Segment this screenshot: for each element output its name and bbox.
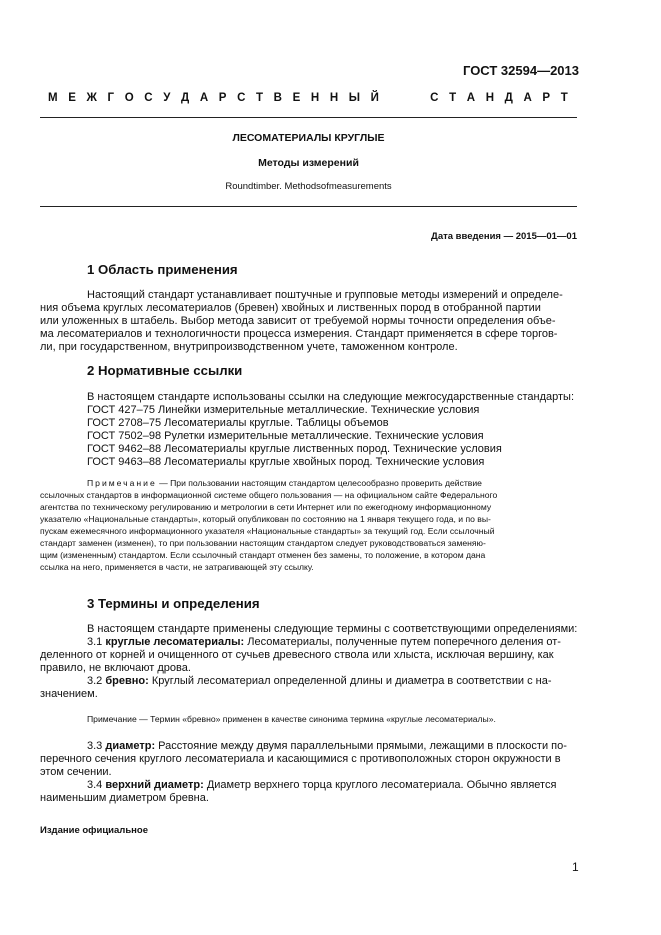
text-line: значением. — [40, 687, 98, 700]
category-letter: Д — [181, 92, 190, 104]
term-definition: Диаметр верхнего торца круглого лесоматериала. Обычно является — [203, 778, 557, 791]
category-letter: В — [273, 92, 282, 104]
note-line: щим (измененным) стандартом. Если ссылочный стандарт отменен без замены, то положение, в котором дана — [40, 550, 486, 560]
section-2-body — [40, 391, 577, 468]
note-line: стандарт заменен (изменен), то при пользовании настоящим стандартом следует руководствоваться заменяю- — [40, 538, 486, 548]
term-number: 3.4 — [87, 778, 106, 791]
text-line: ма лесоматериалов и технологичности процесса измерения. Стандарт применяется в сфере торгов- — [40, 327, 558, 340]
note-line: указателю «Национальные стандарты», который опубликован по состоянию на 1 января текущего года, и по вы- — [40, 514, 491, 524]
section-3-body — [40, 623, 577, 700]
text-line: правило, не включают дрова. — [40, 661, 191, 674]
reference-item: ГОСТ 9462–88 Лесоматериалы круглые лиственных пород. Технические условия — [87, 442, 502, 455]
text-line: Настоящий стандарт устанавливает поштучные и групповые методы измерений и определе- — [87, 289, 563, 301]
category-letter: Й — [370, 92, 379, 104]
reference-item: ГОСТ 2708–75 Лесоматериалы круглые. Таблицы объемов — [87, 416, 389, 429]
term-number: 3.2 — [87, 674, 106, 687]
category-letter: Т — [560, 92, 568, 104]
term-name: верхний диаметр: — [105, 778, 204, 791]
category-letter: С — [144, 92, 153, 104]
text-line: В настоящем стандарте использованы ссылки на следующие межгосударственные стандарты: — [87, 391, 575, 403]
category-letter: А — [199, 92, 209, 104]
section-2-heading: 2 Нормативные ссылки — [87, 363, 243, 378]
section-1-heading: 1 Область применения — [87, 262, 238, 277]
category-letter: Е — [292, 92, 301, 104]
category-letter: Т — [449, 92, 457, 104]
term-definition: Лесоматериалы, полученные путем поперечного деления от- — [244, 635, 561, 648]
note-first-line — [40, 477, 577, 489]
section-3-heading: 3 Термины и определения — [87, 596, 260, 611]
reference-item: ГОСТ 427–75 Линейки измерительные металлические. Технические условия — [87, 403, 480, 416]
category-letter: Е — [68, 92, 76, 104]
category-letter: Ж — [86, 92, 97, 104]
edition-label: Издание официальное — [40, 825, 148, 836]
category-letter: А — [466, 92, 476, 104]
category-letter: Н — [485, 92, 495, 104]
category-letter: Р — [218, 92, 227, 104]
term-name: бревно: — [105, 674, 149, 687]
term-name: круглые лесоматериалы: — [105, 635, 245, 648]
category-letter: О — [124, 92, 134, 104]
standard-number: ГОСТ 32594—2013 — [463, 63, 579, 78]
text-line: этом сечении. — [40, 765, 112, 778]
category-letter: С — [237, 92, 246, 104]
section-1-body — [40, 289, 577, 354]
term-3-1 — [40, 636, 577, 649]
document-title: ЛЕСОМАТЕРИАЛЫ КРУГЛЫЕ — [232, 132, 385, 144]
note-line: ссылка на него, применяется в части, не затрагивающей эту ссылку. — [40, 562, 314, 572]
term-definition: Круглый лесоматериал определенной длины и диаметра в соответствии с на- — [148, 674, 552, 687]
standard-category — [48, 92, 568, 104]
category-letter: М — [48, 92, 58, 104]
text-line: деленного от корней и очищенного от сучьев древесного ствола или хлыста, исключая вершину, как — [40, 648, 554, 661]
category-letter: У — [163, 92, 171, 104]
reference-item: ГОСТ 9463–88 Лесоматериалы круглые хвойных пород. Технические условия — [87, 455, 485, 468]
category-letter: Д — [504, 92, 513, 104]
term-3-4 — [40, 779, 577, 792]
intro-date: Дата введения — 2015—01—01 — [431, 231, 577, 242]
category-letter: Н — [310, 92, 320, 104]
note-line: Примечание — Термин «бревно» применен в качестве синонима термина «круглые лесоматериалы». — [87, 714, 496, 724]
text-line: перечного сечения круглого лесоматериала и касающимися с противоположных сторон окружности в — [40, 752, 561, 765]
document-subtitle: Методы измерений — [258, 157, 359, 169]
english-title: Roundtimber. Methodsofmeasurements — [225, 181, 392, 192]
title-divider — [40, 206, 577, 207]
note-label: Примечание — [87, 478, 157, 488]
text-line: ния объема круглых лесоматериалов (бревен) хвойных и лиственных пород в отобранной партии — [40, 301, 541, 314]
note-line: пускам ежемесячного информационного указателя «Национальные стандарты» за текущий год. Если ссылочный — [40, 526, 495, 536]
category-gap — [390, 92, 420, 104]
top-divider — [40, 117, 577, 118]
category-letter: А — [523, 92, 532, 104]
category-letter: Ы — [348, 92, 361, 104]
term-note — [40, 713, 577, 725]
text-line: наименьшим диаметром бревна. — [40, 791, 209, 804]
reference-item: ГОСТ 7502–98 Рулетки измерительные металлические. Технические условия — [87, 429, 484, 442]
section-2-note — [40, 477, 577, 573]
text-line: ли, при государственном, внутрипроизводственном учете, таможенном контроле. — [40, 340, 458, 353]
term-number: 3.1 — [87, 635, 106, 648]
term-name: диаметр: — [105, 740, 156, 752]
section-3-body-cont — [40, 740, 577, 805]
category-letter: Р — [542, 92, 551, 104]
note-line: агентства по техническому регулированию и метрологии в сети Интернет или по ежегодному информационному — [40, 502, 492, 512]
category-letter: С — [430, 92, 439, 104]
term-3-3 — [40, 740, 577, 753]
term-definition: Расстояние между двумя параллельными прямыми, лежащими в плоскости по- — [155, 740, 567, 752]
note-line: ссылочных стандартов в информационной системе общего пользования — на официальном сайте Федерального — [40, 490, 498, 500]
note-text: — При пользовании настоящим стандартом целесообразно проверить действие — [156, 478, 482, 488]
category-letter: Т — [256, 92, 264, 104]
category-letter: Г — [107, 92, 115, 104]
text-line: или уложенных в штабель. Выбор метода зависит от требуемой нормы точности определения объе- — [40, 314, 556, 327]
term-number: 3.3 — [87, 740, 106, 752]
term-3-2 — [40, 675, 577, 688]
text-line: В настоящем стандарте применены следующие термины с соответствующими определениями: — [87, 623, 578, 635]
category-letter: Н — [329, 92, 339, 104]
page-number: 1 — [572, 860, 579, 874]
